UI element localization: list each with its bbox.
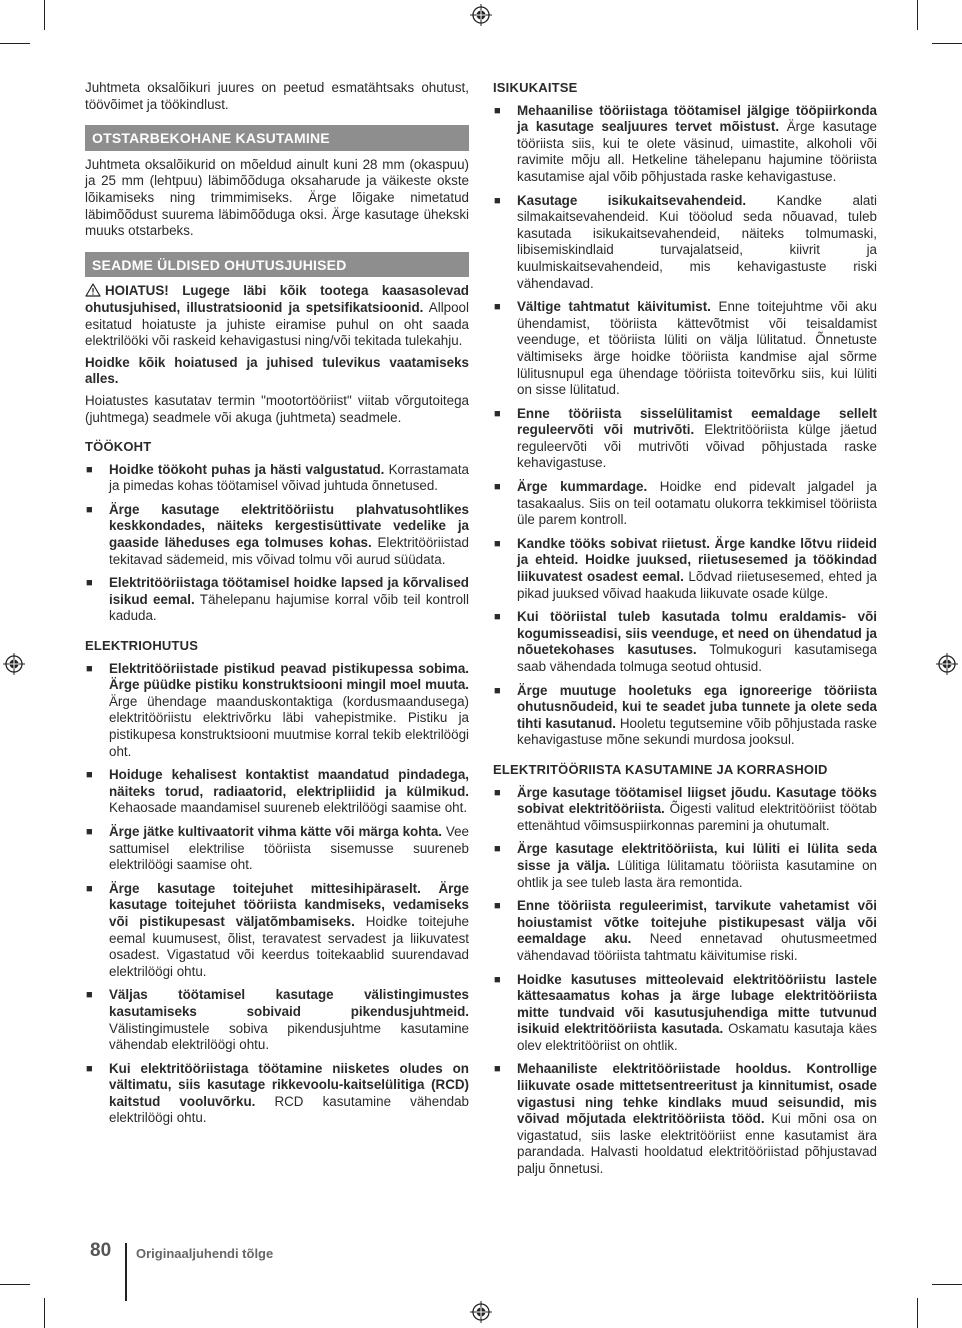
list-item: ■ Elektritööriistade pistikud peavad pistikupessa sobima. Ärge püüdke pistiku konstruktsiooni mingil moel muuta. Ärge ühendage maanduskontaktiga (kordusmaandusega) elektritööriistu elektrivõrku läbi vahepistmike. Pistiku ja pistikupesa konstruktsiooni muutmise korral tekib elektrilöögi oht.	[86, 660, 469, 759]
list-item: ■ Ärge jätke kultivaatorit vihma kätte või märga kohta. Vee sattumisel elektrilise tööriista sisemusse suureneb elektrilöögi saamise oht.	[86, 823, 469, 873]
bullet-square-icon: ■	[86, 463, 93, 476]
bullet-square-icon: ■	[86, 662, 93, 675]
registration-mark-icon	[3, 653, 25, 675]
bullet-square-icon: ■	[86, 503, 93, 516]
intro-paragraph: Juhtmeta oksalõikuri juures on peetud esmatähtsaks ohutust, töövõimet ja töökindlust.	[85, 80, 469, 112]
warning-bold-text: HOIATUS! Lugege läbi kõik tootega kaasasolevad ohutusjuhised, illustratsioonid ja spetsifikatsioonid.	[85, 283, 469, 315]
crop-mark	[917, 0, 918, 30]
bullet-square-icon: ■	[494, 301, 501, 314]
warning-triangle-icon	[85, 283, 101, 297]
bullet-square-icon: ■	[494, 900, 501, 913]
subheading-workplace: TÖÖKOHT	[85, 439, 152, 455]
list-item: ■ Elektritööriistaga töötamisel hoidke lapsed ja kõrvalised isikud eemal. Tähelepanu hajumise korral võib teil kontroll kaduda.	[86, 575, 469, 624]
warning-text: Allpool esitatud hoiatuste ja juhiste eiramise puhul on oht saada elektrilööki või raskeid kehavigastusi ning/või tekitada tulekahju.	[85, 299, 469, 349]
bullet-square-icon: ■	[86, 577, 93, 590]
list-item: ■ Mehaanilise tööriistaga töötamisel jälgige tööpiirkonda ja kasutage sealjuures tervet mõistust. Ärge kasutage tööriista siis, kui te olete väsinud, uimastite, alkoholi või ravimite mõju all. Hetkeline tähelepanu hajumine tööriista kasutamise ajal võib põhjustada raske kehavigastuse.	[494, 102, 877, 184]
list-item: ■ Hoidke töökoht puhas ja hästi valgustatud. Korrastamata ja pimedas kohas töötamisel võivad juhtuda õnnetused.	[86, 461, 469, 494]
crop-mark	[0, 1284, 30, 1285]
footer-divider	[125, 1243, 127, 1301]
bullet-square-icon: ■	[494, 786, 501, 799]
workplace-list	[85, 462, 469, 625]
bullet-square-icon: ■	[494, 611, 501, 624]
right-column	[493, 80, 877, 1185]
bullet-square-icon: ■	[494, 407, 501, 420]
list-item: ■ Ärge muutuge hooletuks ega ignoreerige tööriista ohutusnõudeid, kui te seadet juba tunnete ja olete seda tihti kasutanud. Hooletu tegutsemine võib põhjustada raske kehavigastuse mõne sekundi murdosa jooksul.	[494, 682, 877, 748]
list-item: ■ Vältige tahtmatut käivitumist. Enne toitejuhtme või aku ühendamist, tööriista kättevõtmist või teisaldamist veenduge, et tööriista lüliti on välja lülitatud. Õnnetuste vältimiseks ärge hoidke tööriista kandmise ajal sõrme lülitusnupul ega ühendage tööriista toitevõrku siis, kui lüliti on sisse lülitatud.	[494, 299, 877, 398]
keep-instructions-note: Hoidke kõik hoiatused ja juhised tulevikus vaatamiseks alles.	[85, 354, 469, 387]
tool-use-care-list	[493, 785, 877, 1178]
list-item: ■ Enne tööriista reguleerimist, tarvikute vahetamist või hoiustamist võtke toitejuhe pistikupesast välja või eemaldage aku. Need ennetavad ohutusmeetmed vähendavad tööriista tahtmatu käivitumise riski.	[494, 898, 877, 963]
list-item: ■ Ärge kasutage elektritööriista, kui lüliti ei lülita seda sisse ja välja. Lülitiga lülitamatu tööriista kasutamine on ohtlik ja see tuleb lasta ära remontida.	[494, 841, 877, 890]
crop-mark	[932, 1284, 962, 1285]
section-banner-general-safety: SEADME ÜLDISED OHUTUSJUHISED	[85, 252, 469, 278]
electrical-list	[85, 661, 469, 1127]
intended-use-paragraph: Juhtmeta oksalõikurid on mõeldud ainult kuni 28 mm (okaspuu) ja 25 mm (lehtpuu) läbimõõduga oksaharude ja väikeste okste lõikamiseks ning trimmimiseks. Ärge lõigake nimetatud läbimõõdust suurema läbimõõduga oksi. Ärge kasutage ühekski muuks otstarbeks.	[85, 156, 469, 239]
bullet-square-icon: ■	[86, 989, 93, 1002]
left-column	[85, 80, 469, 1134]
list-item: ■ Ärge kasutage elektritööriistu plahvatusohtlikes keskkondades, näiteks kergestisüttivate vedelike ja gaaside läheduses ega tolmuses kohas. Elektritööriistad tekitavad sädemeid, mis võivad tolmu või aurud süüdata.	[86, 501, 470, 567]
bullet-square-icon: ■	[494, 481, 501, 494]
bullet-square-icon: ■	[494, 194, 501, 207]
section-banner-intended-use: OTSTARBEKOHANE KASUTAMINE	[85, 125, 469, 151]
page-number: 80	[90, 1240, 112, 1261]
bullet-square-icon: ■	[494, 104, 501, 117]
crop-mark	[932, 43, 962, 44]
list-item: ■ Mehaaniliste elektritööriistade hooldus. Kontrollige liikuvate osade mittetsentreeritust ja kinnitumist, osade vigastusi ning tehke kindlaks muud seisundid, mis võivad mõjutada elektritööriista tööd. Kui mõni osa on vigastatud, siis laske elektritööriist enne kasutamist ära parandada. Halvasti hooldatud elektritööriistad põhjustavad palju õnnetusi.	[494, 1061, 877, 1177]
subheading-tool-use-care: ELEKTRITÖÖRIISTA KASUTAMINE JA KORRASHOID	[493, 761, 828, 777]
list-item: ■ Kasutage isikukaitsevahendeid. Kandke alati silmakaitsevahendeid. Kui tööolud seda nõuavad, tuleb kasutada isikukaitsevahendeid, näiteks tolmumaski, libisemiskindlaid turvajalatseid, kiivrit ja kuulmiskaitsevahendeid, mis kehavigastuste riski vähendavad.	[494, 192, 878, 291]
subheading-personal-safety: ISIKUKAITSE	[493, 80, 578, 95]
crop-mark	[0, 43, 30, 44]
list-item: ■ Enne tööriista sisselülitamist eemaldage sellelt reguleervõti või mutrivõti. Elektritööriista külge jäetud reguleervõti või mutrivõti võivad põhjustada raske kehavigastuse.	[494, 405, 877, 471]
list-item: ■ Väljas töötamisel kasutage välistingimustes kasutamiseks sobivaid pikendusjuhtmeid. Välistingimustele sobiva pikendusjuhtme kasutamine vähendab elektrilöögi ohtu.	[86, 987, 469, 1053]
list-item: ■ Ärge kasutage toitejuhet mittesihipäraselt. Ärge kasutage toitejuhet tööriista kandmiseks, vedamiseks või pistikupesast väljatõmbamiseks. Hoidke toitejuhe eemal kuumusest, õlist, teravatest servadest ja liikuvatest osadest. Vigastatud või keerdus toitekaablid suurendavad elektrilöögi ohtu.	[86, 880, 469, 979]
bullet-square-icon: ■	[494, 684, 501, 697]
list-item: ■ Hoiduge kehalisest kontaktist maandatud pindadega, näiteks torud, radiaatorid, elektripliidid ja külmikud. Kehaosade maandamisel suureneb elektrilöögi saamise oht.	[86, 767, 469, 816]
bullet-square-icon: ■	[86, 882, 93, 895]
bullet-square-icon: ■	[494, 843, 501, 856]
list-item: ■ Kui tööriistal tuleb kasutada tolmu eraldamis- või kogumisseadisi, siis veenduge, et need on ühendatud ja nõuetekohases kasutuses. Tolmukoguri kasutamisega saab vähendada tolmuga seotud ohtusid.	[494, 609, 877, 674]
bullet-square-icon: ■	[86, 769, 93, 782]
crop-mark	[917, 1298, 918, 1328]
bullet-square-icon: ■	[494, 973, 501, 986]
bullet-square-icon: ■	[494, 1063, 501, 1076]
crop-mark	[44, 0, 45, 30]
list-item: ■ Kandke tööks sobivat riietust. Ärge kandke lõtvu riideid ja ehteid. Hoidke juuksed, riietusesemed ja töökindad liikuvatest osadest eemal. Lõdvad riietusesemed, ehted ja pikad juuksed võivad haakuda liikuvate osade külge.	[494, 535, 878, 601]
list-item: ■ Ärge kummardage. Hoidke end pidevalt jalgadel ja tasakaalus. Siis on teil ootamatu olukorra tekkimisel tööriista üle parem kontroll.	[494, 479, 877, 528]
bullet-square-icon: ■	[494, 537, 501, 550]
registration-mark-icon	[470, 4, 492, 26]
personal-safety-list	[493, 103, 877, 749]
list-item: ■ Ärge kasutage töötamisel liigset jõudu. Kasutage tööks sobivat elektritööriista. Õigesti valitud elektritööriist töötab ettenähtud võimsuspiirkonnas paremini ja ohutumalt.	[494, 784, 877, 833]
bullet-square-icon: ■	[86, 825, 93, 838]
bullet-square-icon: ■	[86, 1062, 93, 1075]
subheading-electrical-safety: ELEKTRIOHUTUS	[85, 638, 199, 654]
term-definition-paragraph: Hoiatustes kasutatav termin "mootortööriist" viitab võrgutoitega (juhtmega) seadmele või akuga (juhtmeta) seadmele.	[85, 392, 469, 425]
list-item: ■ Hoidke kasutuses mitteolevaid elektritööriistu lastele kättesaamatus kohas ja ärge lubage elektritööriista mitte tundvaid või kasutusjuhendiga mitte tutvunud isikuid elektritööriista kasutada. Oskamatu kasutaja käes olev elektritööriist on ohtlik.	[494, 971, 877, 1053]
footer-label: Originaaljuhendi tõlge	[136, 1246, 274, 1261]
list-item: ■ Kui elektritööriistaga töötamine niisketes oludes on vältimatu, siis kasutage rikkevoolu-kaitselülitiga (RCD) kaitstud vooluvõrku. RCD kasutamine vähendab elektrilöögi ohtu.	[86, 1060, 469, 1126]
crop-mark	[44, 1298, 45, 1328]
warning-paragraph	[85, 283, 469, 349]
registration-mark-icon	[936, 653, 958, 675]
registration-mark-icon	[470, 1301, 492, 1323]
